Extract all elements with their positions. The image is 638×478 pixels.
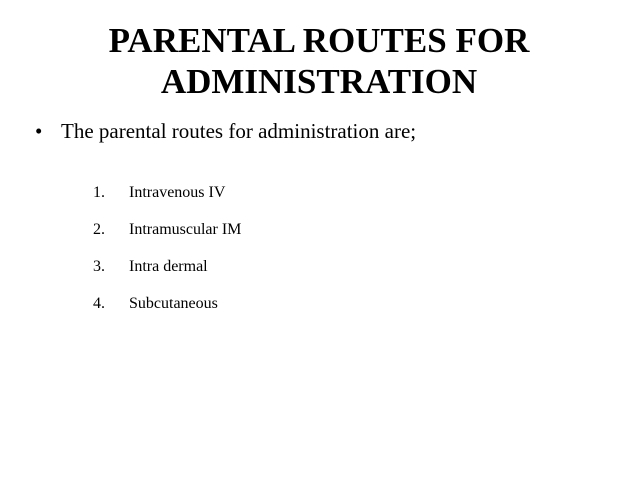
- title-line-1: PARENTAL ROUTES FOR: [108, 21, 530, 60]
- list-item-number: 4.: [93, 295, 105, 312]
- intro-bullet-item: [35, 118, 416, 144]
- slide-title: [0, 20, 638, 102]
- routes-list: [93, 183, 241, 331]
- title-line-2: ADMINISTRATION: [160, 62, 478, 101]
- list-item-label: Intra dermal: [129, 258, 208, 275]
- list-item: [93, 294, 241, 314]
- list-item-label: Intramuscular IM: [129, 221, 242, 238]
- list-item-label: Subcutaneous: [129, 295, 218, 312]
- list-item-number: 2.: [93, 221, 105, 238]
- list-item: [93, 257, 241, 277]
- list-item-number: 3.: [93, 258, 105, 275]
- list-item: [93, 220, 241, 240]
- list-item: [93, 183, 241, 203]
- intro-text: The parental routes for administration are;: [61, 119, 417, 143]
- list-item-number: 1.: [93, 184, 105, 201]
- list-item-label: Intravenous IV: [129, 184, 226, 201]
- bullet-icon: •: [35, 119, 43, 143]
